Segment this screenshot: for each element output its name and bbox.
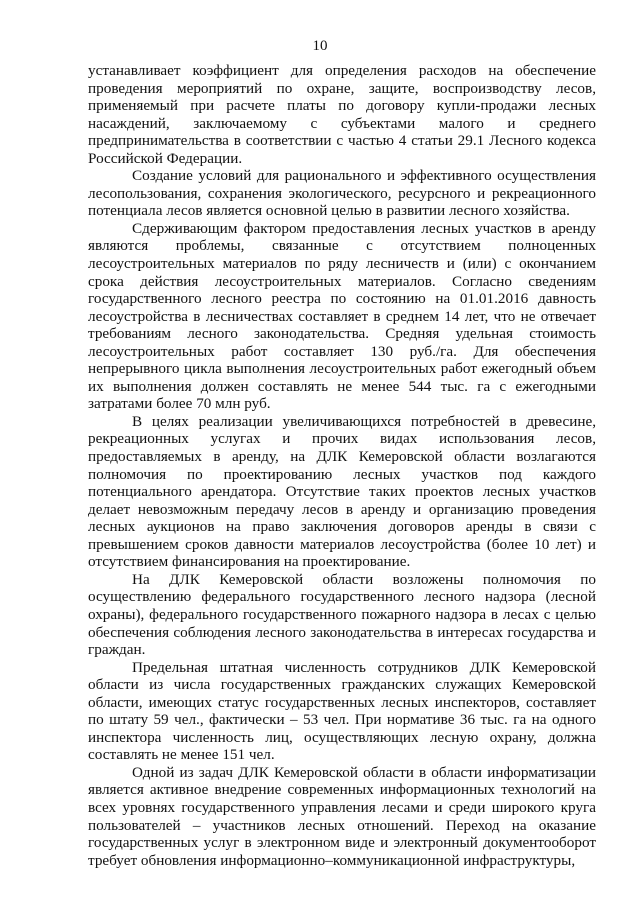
paragraph-forest-supervision: На ДЛК Кемеровской области возложены полномочия по осуществлению федерального государственного лесного надзора (лесной охраны), федерального государственного пожарного надзора в лесах с целью обеспечения соблюдения лесного законодательства в интересах государства и граждан. [88,570,596,659]
document-body [88,62,596,869]
page-number: 10 [312,38,328,54]
paragraph-informatization: Одной из задач ДЛК Кемеровской области в области информатизации является активное внедрение современных информационных технологий на всех уровнях государственного управления лесами и среди широкого круга пользователей – участников лесных отношений. Переход на оказание государственных услуг в электронном виде и электронный документооборот требует обновления информационно–коммуникационной инфраструктуры, [88,763,596,869]
paragraph-continuation: устанавливает коэффициент для определения расходов на обеспечение проведения мероприятий по охране, защите, воспроизводству лесов, применяемый при расчете платы по договору купли-продажи лесных насаждений, заключаемому с субъектами малого и среднего предпринимательства в соответствии с частью 4 статьи 29.1 Лесного кодекса Российской Федерации. [88,62,596,167]
paragraph-forest-inventory: Сдерживающим фактором предоставления лесных участков в аренду являются проблемы, связанные с отсутствием полноценных лесоустроительных материалов по ряду лесничеств и (или) с окончанием срока действия лесоустроительных материалов. Согласно сведениям государственного лесного реестра по состоянию на 01.01.2016 давность лесоустройства в лесничествах составляет в среднем 14 лет, что не отвечает требованиям лесного законодательства. Средняя удельная стоимость лесоустроительных работ составляет 130 руб./га. Для обеспечения непрерывного цикла выполнения лесоустроительных работ ежегодный объем их выполнения должен составлять не менее 544 тыс. га с ежегодными затратами более 70 млн руб. [88,219,596,413]
paragraph-forestry-goal: Создание условий для рационального и эффективного осуществления лесопользования, сохранения экологического, ресурсного и рекреационного потенциала лесов является основной целью в развитии лесного хозяйства. [88,167,596,220]
paragraph-staffing: Предельная штатная численность сотрудников ДЛК Кемеровской области из числа государственных гражданских служащих Кемеровской области, имеющих статус государственных лесных инспекторов, составляет по штату 59 чел., фактически – 53 чел. При нормативе 36 тыс. га на одного инспектора численность лиц, осуществляющих лесную охрану, должна составлять не менее 151 чел. [88,658,596,764]
paragraph-site-design: В целях реализации увеличивающихся потребностей в древесине, рекреационных услугах и прочих видах использования лесов, предоставляемых в аренду, на ДЛК Кемеровской области возлагаются полномочия по проектированию лесных участков под каждого потенциального арендатора. Отсутствие таких проектов лесных участков делает невозможным передачу лесов в аренду и организацию проведения лесных аукционов на право заключения договоров аренды в связи с превышением сроков давности материалов лесоустройства (более 10 лет) и отсутствием финансирования на проектирование. [88,412,596,571]
